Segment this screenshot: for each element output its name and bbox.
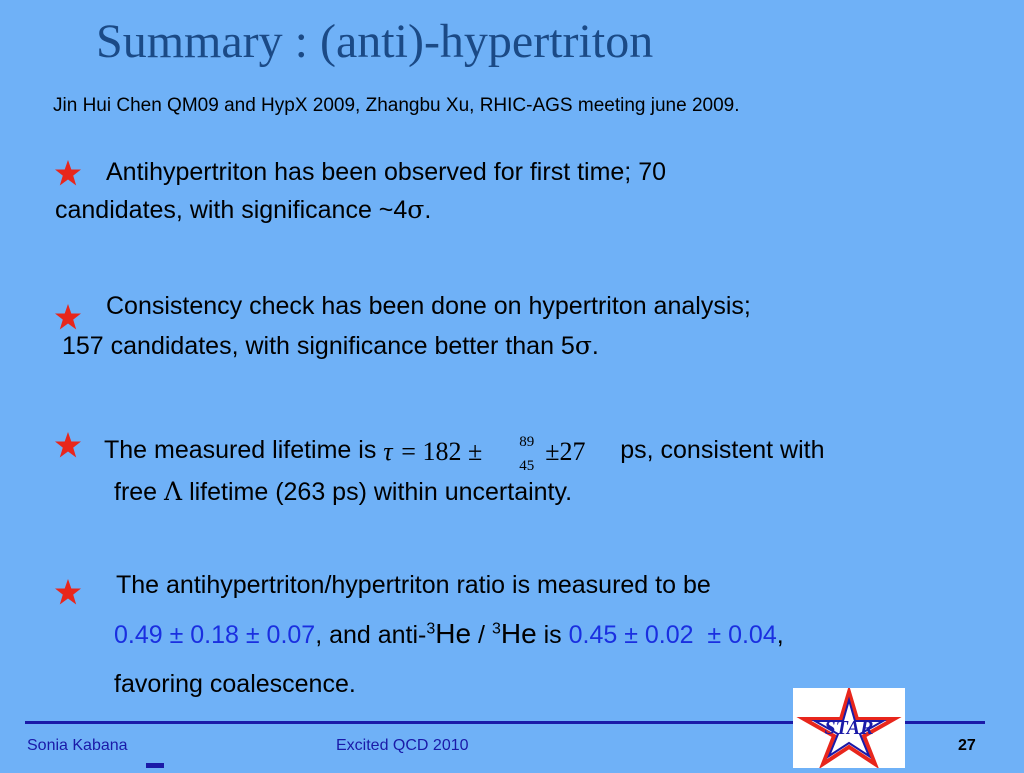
bullet-4-line-2 [114, 616, 784, 653]
bullet-1-line-1: Antihypertriton has been observed for first time; 70 [106, 158, 667, 186]
superscript-3: 3 [426, 620, 436, 638]
bullet-3-line-2 [114, 474, 572, 510]
helium-symbol: He [500, 618, 537, 649]
star-bullet-icon [54, 578, 82, 606]
footer-author: Sonia Kabana [27, 737, 128, 754]
bullet-1-period: . [424, 196, 432, 224]
lower-error: 45 [519, 458, 535, 474]
footer-event: Excited QCD 2010 [336, 737, 469, 754]
slide-title: Summary : (anti)-hypertriton [96, 15, 654, 68]
ratio-value-1: 0.49 ± 0.18 ± 0.07 [114, 621, 316, 649]
systematic-error: ±27 [545, 437, 586, 466]
lifetime-formula [383, 432, 613, 474]
bullet-4-line-1: The antihypertriton/hypertriton ratio is measured to be [116, 571, 711, 599]
tau-symbol: τ [383, 437, 393, 466]
star-bullet-icon [54, 431, 82, 459]
lifetime-label: The measured lifetime is [104, 436, 377, 464]
star-logo-icon [793, 688, 905, 768]
upper-error: 89 [519, 434, 535, 450]
bullet-2-line-2 [62, 328, 599, 364]
lambda-symbol: Λ [164, 477, 183, 506]
superscript-3: 3 [491, 620, 501, 638]
bullet-4-line-3: favoring coalescence. [114, 670, 356, 698]
bullet-3-line-1 [104, 432, 825, 474]
bullet-2-line-1: Consistency check has been done on hypertriton analysis; [106, 292, 751, 320]
helium-symbol: He [435, 618, 472, 649]
ratio-value-2: 0.45 ± 0.02 ± 0.04 [568, 621, 777, 649]
bullet-1-text: candidates, with significance ~4 [55, 196, 408, 224]
star-logo [793, 688, 905, 768]
lifetime-value: = 182 ± [401, 437, 483, 466]
star-logo-text: STAR [824, 717, 874, 739]
bullet-2-period: . [591, 332, 599, 360]
lifetime-unit-text: ps, consistent with [620, 436, 825, 464]
star-bullet-icon [54, 303, 82, 331]
bullet-4-and: , and anti- [315, 621, 427, 649]
footer-marker [146, 763, 164, 768]
bullet-2-text: 157 candidates, with significance better than 5 [62, 332, 575, 360]
bullet-3-free: free [114, 478, 158, 506]
slash: / [471, 621, 492, 649]
page-number: 27 [958, 737, 976, 754]
star-bullet-icon [54, 159, 82, 187]
bullet-4-comma: , [776, 621, 784, 649]
bullet-1-line-2 [55, 192, 431, 228]
slide-subtitle: Jin Hui Chen QM09 and HypX 2009, Zhangbu Xu, RHIC-AGS meeting june 2009. [53, 95, 740, 116]
bullet-3-text: lifetime (263 ps) within uncertainty. [189, 478, 573, 506]
sigma-symbol: σ [407, 195, 425, 224]
bullet-4-is: is [536, 621, 569, 649]
sigma-symbol: σ [574, 331, 592, 360]
